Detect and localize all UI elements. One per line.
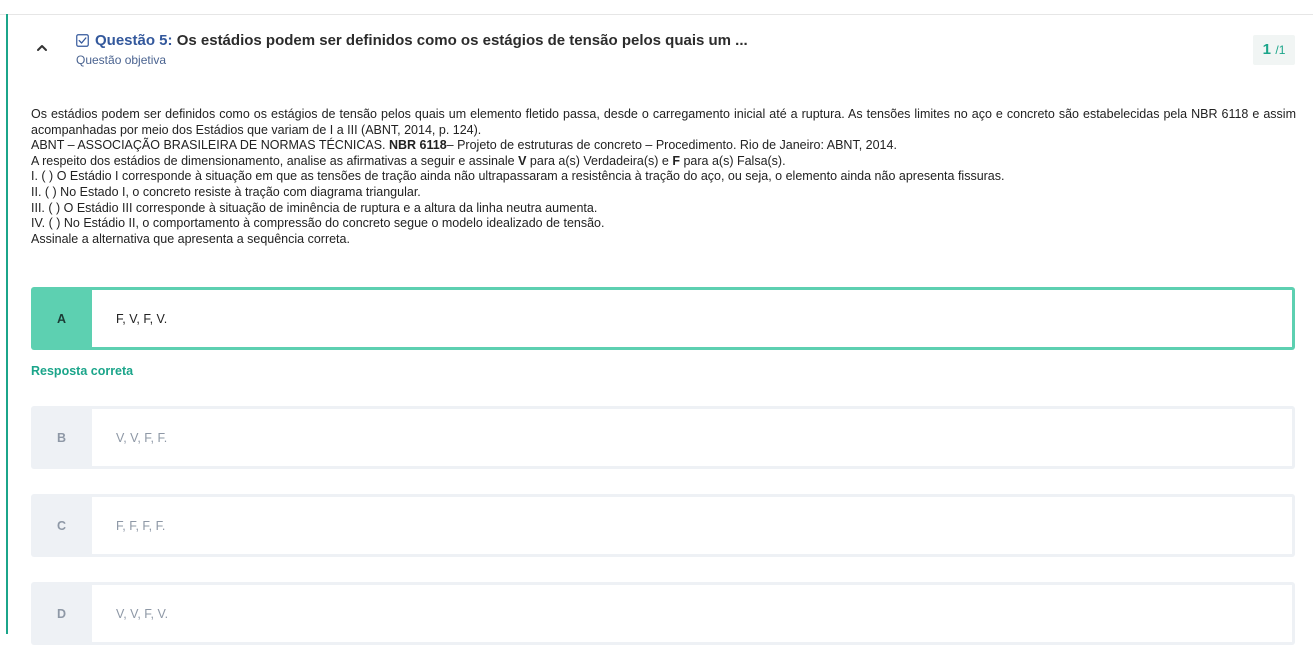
- reference-prefix: ABNT – ASSOCIAÇÃO BRASILEIRA DE NORMAS TÉCNICAS.: [31, 138, 389, 153]
- question-statement: [31, 107, 1296, 247]
- correct-answer-feedback: Resposta correta: [31, 364, 134, 378]
- statement-item-1: I. ( ) O Estádio I corresponde à situação em que as tensões de tração ainda não ultrapassaram a resistência à tração do aço, ou seja, o elemento ainda não apresenta fissuras.: [31, 169, 1005, 184]
- statement-paragraph: Os estádios podem ser definidos como os estágios de tensão pelos quais um elemento fletido passa, desde o carregamento inicial até a ruptura. As tensões limites no aço e concreto são estabelecidas pela NBR 6118 e assim acompanhadas por meio dos Estádios que variam de I a III (ABNT, 2014, p. 124).: [31, 107, 1296, 137]
- reference-bold: NBR 6118: [388, 138, 447, 153]
- question-accent-bar: [6, 14, 8, 634]
- alternative-letter: A: [56, 311, 67, 326]
- score-total: /1: [1275, 43, 1286, 57]
- reference-suffix: – Projeto de estruturas de concreto – Procedimento. Rio de Janeiro: ABNT, 2014.: [446, 138, 897, 153]
- alternative-d[interactable]: [31, 582, 1295, 645]
- instruction-f: F: [672, 153, 680, 168]
- alternative-b[interactable]: [31, 406, 1295, 469]
- instruction-part1: A respeito dos estádios de dimensionamento, analise as afirmativas a seguir e assinale: [31, 153, 519, 168]
- question-title-row: [76, 31, 1216, 51]
- alternative-letter: D: [56, 606, 67, 621]
- alternative-text: V, V, F, V.: [92, 585, 1292, 642]
- alternative-c[interactable]: [31, 494, 1295, 557]
- question-type-label: Questão objetiva: [76, 53, 167, 67]
- question-title: Os estádios podem ser definidos como os estágios de tensão pelos quais um ...: [176, 32, 748, 49]
- score-badge: [1253, 35, 1295, 65]
- alternative-a[interactable]: [31, 287, 1295, 350]
- statement-instruction: [31, 154, 1296, 170]
- instruction-v: V: [518, 153, 527, 168]
- chevron-up-icon[interactable]: [34, 40, 50, 56]
- top-divider: [0, 14, 1313, 15]
- statement-item-2: II. ( ) No Estado I, o concreto resiste à tração com diagrama triangular.: [31, 184, 421, 199]
- statement-closing: Assinale a alternativa que apresenta a sequência correta.: [31, 231, 350, 246]
- statement-item-4: IV. ( ) No Estádio II, o comportamento à compressão do concreto segue o modelo idealizado de tensão.: [31, 216, 605, 231]
- alternative-text: F, V, F, V.: [92, 290, 1292, 347]
- score-obtained: 1: [1262, 41, 1271, 58]
- instruction-part2: para a(s) Verdadeira(s) e: [526, 153, 673, 168]
- statement-item-3: III. ( ) O Estádio III corresponde à situação de iminência de ruptura e a altura da linha neutra aumenta.: [31, 200, 598, 215]
- alternative-text: F, F, F, F.: [92, 497, 1292, 554]
- checkbox-icon: [76, 34, 89, 47]
- alternative-letter: B: [56, 430, 67, 445]
- alternative-text: V, V, F, F.: [92, 409, 1292, 466]
- question-header: [76, 31, 1216, 67]
- alternative-letter: C: [56, 518, 67, 533]
- instruction-part3: para a(s) Falsa(s).: [679, 153, 786, 168]
- statement-reference: [31, 138, 1296, 154]
- question-number: Questão 5:: [95, 32, 173, 49]
